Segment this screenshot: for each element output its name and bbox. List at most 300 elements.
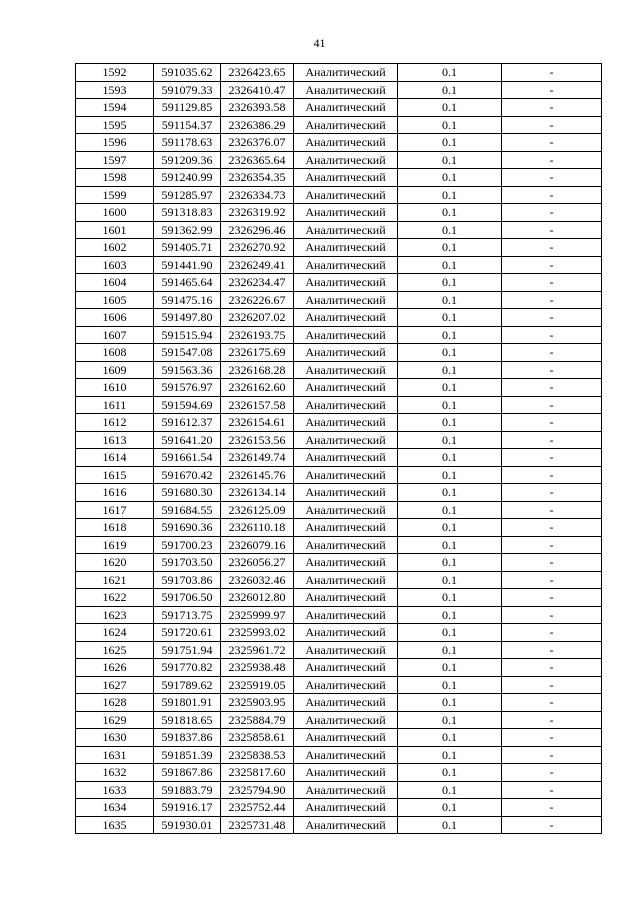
y-coordinate-cell: 2326162.60 <box>221 379 294 397</box>
note-cell: - <box>502 116 602 134</box>
x-coordinate-cell: 591240.99 <box>154 169 221 187</box>
note-cell: - <box>502 326 602 344</box>
point-number-cell: 1617 <box>76 501 154 519</box>
table-body <box>76 64 602 834</box>
note-cell: - <box>502 81 602 99</box>
note-cell: - <box>502 64 602 82</box>
accuracy-cell: 0.1 <box>398 221 502 239</box>
table-row <box>76 729 602 747</box>
method-cell: Аналитический <box>294 571 398 589</box>
table-row <box>76 169 602 187</box>
table-row <box>76 519 602 537</box>
y-coordinate-cell: 2326386.29 <box>221 116 294 134</box>
method-cell: Аналитический <box>294 396 398 414</box>
point-number-cell: 1612 <box>76 414 154 432</box>
note-cell: - <box>502 606 602 624</box>
y-coordinate-cell: 2325884.79 <box>221 711 294 729</box>
method-cell: Аналитический <box>294 99 398 117</box>
x-coordinate-cell: 591713.75 <box>154 606 221 624</box>
point-number-cell: 1619 <box>76 536 154 554</box>
accuracy-cell: 0.1 <box>398 484 502 502</box>
point-number-cell: 1630 <box>76 729 154 747</box>
note-cell: - <box>502 291 602 309</box>
note-cell: - <box>502 501 602 519</box>
accuracy-cell: 0.1 <box>398 816 502 834</box>
x-coordinate-cell: 591405.71 <box>154 239 221 257</box>
table-row <box>76 781 602 799</box>
point-number-cell: 1603 <box>76 256 154 274</box>
note-cell: - <box>502 239 602 257</box>
accuracy-cell: 0.1 <box>398 676 502 694</box>
point-number-cell: 1626 <box>76 659 154 677</box>
table-row <box>76 449 602 467</box>
point-number-cell: 1595 <box>76 116 154 134</box>
accuracy-cell: 0.1 <box>398 449 502 467</box>
table-row <box>76 799 602 817</box>
table-row <box>76 694 602 712</box>
accuracy-cell: 0.1 <box>398 326 502 344</box>
table-row <box>76 134 602 152</box>
note-cell: - <box>502 186 602 204</box>
point-number-cell: 1629 <box>76 711 154 729</box>
table-row <box>76 256 602 274</box>
x-coordinate-cell: 591751.94 <box>154 641 221 659</box>
method-cell: Аналитический <box>294 589 398 607</box>
note-cell: - <box>502 816 602 834</box>
method-cell: Аналитический <box>294 729 398 747</box>
accuracy-cell: 0.1 <box>398 589 502 607</box>
note-cell: - <box>502 379 602 397</box>
method-cell: Аналитический <box>294 221 398 239</box>
accuracy-cell: 0.1 <box>398 501 502 519</box>
x-coordinate-cell: 591801.91 <box>154 694 221 712</box>
x-coordinate-cell: 591661.54 <box>154 449 221 467</box>
note-cell: - <box>502 309 602 327</box>
table-row <box>76 151 602 169</box>
table-row <box>76 659 602 677</box>
point-number-cell: 1594 <box>76 99 154 117</box>
x-coordinate-cell: 591465.64 <box>154 274 221 292</box>
table-row <box>76 221 602 239</box>
method-cell: Аналитический <box>294 501 398 519</box>
x-coordinate-cell: 591318.83 <box>154 204 221 222</box>
table-row <box>76 536 602 554</box>
method-cell: Аналитический <box>294 116 398 134</box>
accuracy-cell: 0.1 <box>398 344 502 362</box>
y-coordinate-cell: 2326270.92 <box>221 239 294 257</box>
note-cell: - <box>502 256 602 274</box>
point-number-cell: 1611 <box>76 396 154 414</box>
accuracy-cell: 0.1 <box>398 799 502 817</box>
coordinates-table <box>75 63 602 834</box>
point-number-cell: 1613 <box>76 431 154 449</box>
method-cell: Аналитический <box>294 711 398 729</box>
y-coordinate-cell: 2326079.16 <box>221 536 294 554</box>
x-coordinate-cell: 591930.01 <box>154 816 221 834</box>
table-row <box>76 344 602 362</box>
table-row <box>76 764 602 782</box>
x-coordinate-cell: 591916.17 <box>154 799 221 817</box>
y-coordinate-cell: 2326234.47 <box>221 274 294 292</box>
accuracy-cell: 0.1 <box>398 256 502 274</box>
note-cell: - <box>502 589 602 607</box>
method-cell: Аналитический <box>294 449 398 467</box>
table-row <box>76 746 602 764</box>
y-coordinate-cell: 2325919.05 <box>221 676 294 694</box>
y-coordinate-cell: 2326365.64 <box>221 151 294 169</box>
table-row <box>76 641 602 659</box>
method-cell: Аналитический <box>294 64 398 82</box>
point-number-cell: 1600 <box>76 204 154 222</box>
table-row <box>76 116 602 134</box>
x-coordinate-cell: 591079.33 <box>154 81 221 99</box>
table-row <box>76 81 602 99</box>
method-cell: Аналитический <box>294 379 398 397</box>
y-coordinate-cell: 2325903.95 <box>221 694 294 712</box>
method-cell: Аналитический <box>294 81 398 99</box>
note-cell: - <box>502 221 602 239</box>
note-cell: - <box>502 694 602 712</box>
accuracy-cell: 0.1 <box>398 309 502 327</box>
point-number-cell: 1631 <box>76 746 154 764</box>
x-coordinate-cell: 591154.37 <box>154 116 221 134</box>
point-number-cell: 1596 <box>76 134 154 152</box>
method-cell: Аналитический <box>294 536 398 554</box>
method-cell: Аналитический <box>294 361 398 379</box>
x-coordinate-cell: 591362.99 <box>154 221 221 239</box>
x-coordinate-cell: 591641.20 <box>154 431 221 449</box>
method-cell: Аналитический <box>294 169 398 187</box>
note-cell: - <box>502 449 602 467</box>
point-number-cell: 1620 <box>76 554 154 572</box>
accuracy-cell: 0.1 <box>398 624 502 642</box>
table-row <box>76 466 602 484</box>
method-cell: Аналитический <box>294 151 398 169</box>
y-coordinate-cell: 2326393.58 <box>221 99 294 117</box>
x-coordinate-cell: 591703.50 <box>154 554 221 572</box>
accuracy-cell: 0.1 <box>398 746 502 764</box>
point-number-cell: 1606 <box>76 309 154 327</box>
method-cell: Аналитический <box>294 414 398 432</box>
table-row <box>76 379 602 397</box>
table-row <box>76 606 602 624</box>
method-cell: Аналитический <box>294 484 398 502</box>
point-number-cell: 1624 <box>76 624 154 642</box>
point-number-cell: 1614 <box>76 449 154 467</box>
accuracy-cell: 0.1 <box>398 116 502 134</box>
note-cell: - <box>502 571 602 589</box>
accuracy-cell: 0.1 <box>398 694 502 712</box>
y-coordinate-cell: 2325993.02 <box>221 624 294 642</box>
table-row <box>76 326 602 344</box>
table-row <box>76 99 602 117</box>
accuracy-cell: 0.1 <box>398 659 502 677</box>
note-cell: - <box>502 99 602 117</box>
x-coordinate-cell: 591690.36 <box>154 519 221 537</box>
method-cell: Аналитический <box>294 309 398 327</box>
point-number-cell: 1623 <box>76 606 154 624</box>
method-cell: Аналитический <box>294 816 398 834</box>
table-row <box>76 291 602 309</box>
table-row <box>76 396 602 414</box>
x-coordinate-cell: 591680.30 <box>154 484 221 502</box>
method-cell: Аналитический <box>294 659 398 677</box>
point-number-cell: 1628 <box>76 694 154 712</box>
accuracy-cell: 0.1 <box>398 606 502 624</box>
table-row <box>76 64 602 82</box>
x-coordinate-cell: 591594.69 <box>154 396 221 414</box>
y-coordinate-cell: 2326296.46 <box>221 221 294 239</box>
accuracy-cell: 0.1 <box>398 414 502 432</box>
point-number-cell: 1604 <box>76 274 154 292</box>
accuracy-cell: 0.1 <box>398 239 502 257</box>
x-coordinate-cell: 591576.97 <box>154 379 221 397</box>
x-coordinate-cell: 591670.42 <box>154 466 221 484</box>
y-coordinate-cell: 2326193.75 <box>221 326 294 344</box>
note-cell: - <box>502 466 602 484</box>
method-cell: Аналитический <box>294 606 398 624</box>
note-cell: - <box>502 361 602 379</box>
x-coordinate-cell: 591475.16 <box>154 291 221 309</box>
accuracy-cell: 0.1 <box>398 151 502 169</box>
x-coordinate-cell: 591209.36 <box>154 151 221 169</box>
point-number-cell: 1609 <box>76 361 154 379</box>
table-row <box>76 816 602 834</box>
point-number-cell: 1627 <box>76 676 154 694</box>
note-cell: - <box>502 484 602 502</box>
note-cell: - <box>502 641 602 659</box>
x-coordinate-cell: 591700.23 <box>154 536 221 554</box>
method-cell: Аналитический <box>294 519 398 537</box>
accuracy-cell: 0.1 <box>398 396 502 414</box>
accuracy-cell: 0.1 <box>398 134 502 152</box>
y-coordinate-cell: 2326226.67 <box>221 291 294 309</box>
x-coordinate-cell: 591035.62 <box>154 64 221 82</box>
accuracy-cell: 0.1 <box>398 571 502 589</box>
x-coordinate-cell: 591837.86 <box>154 729 221 747</box>
accuracy-cell: 0.1 <box>398 81 502 99</box>
y-coordinate-cell: 2326149.74 <box>221 449 294 467</box>
y-coordinate-cell: 2325961.72 <box>221 641 294 659</box>
note-cell: - <box>502 431 602 449</box>
note-cell: - <box>502 169 602 187</box>
accuracy-cell: 0.1 <box>398 519 502 537</box>
note-cell: - <box>502 659 602 677</box>
y-coordinate-cell: 2326334.73 <box>221 186 294 204</box>
table-row <box>76 624 602 642</box>
y-coordinate-cell: 2325731.48 <box>221 816 294 834</box>
method-cell: Аналитический <box>294 274 398 292</box>
note-cell: - <box>502 781 602 799</box>
x-coordinate-cell: 591547.08 <box>154 344 221 362</box>
point-number-cell: 1622 <box>76 589 154 607</box>
accuracy-cell: 0.1 <box>398 554 502 572</box>
note-cell: - <box>502 274 602 292</box>
point-number-cell: 1621 <box>76 571 154 589</box>
table-row <box>76 239 602 257</box>
y-coordinate-cell: 2325817.60 <box>221 764 294 782</box>
accuracy-cell: 0.1 <box>398 64 502 82</box>
x-coordinate-cell: 591563.36 <box>154 361 221 379</box>
note-cell: - <box>502 536 602 554</box>
method-cell: Аналитический <box>294 624 398 642</box>
y-coordinate-cell: 2326012.80 <box>221 589 294 607</box>
point-number-cell: 1635 <box>76 816 154 834</box>
method-cell: Аналитический <box>294 746 398 764</box>
y-coordinate-cell: 2326168.28 <box>221 361 294 379</box>
accuracy-cell: 0.1 <box>398 99 502 117</box>
table-row <box>76 571 602 589</box>
x-coordinate-cell: 591285.97 <box>154 186 221 204</box>
method-cell: Аналитический <box>294 676 398 694</box>
x-coordinate-cell: 591497.80 <box>154 309 221 327</box>
note-cell: - <box>502 554 602 572</box>
point-number-cell: 1602 <box>76 239 154 257</box>
method-cell: Аналитический <box>294 204 398 222</box>
note-cell: - <box>502 711 602 729</box>
y-coordinate-cell: 2325752.44 <box>221 799 294 817</box>
x-coordinate-cell: 591818.65 <box>154 711 221 729</box>
x-coordinate-cell: 591612.37 <box>154 414 221 432</box>
table-row <box>76 361 602 379</box>
table-row <box>76 676 602 694</box>
note-cell: - <box>502 134 602 152</box>
y-coordinate-cell: 2326032.46 <box>221 571 294 589</box>
y-coordinate-cell: 2325938.48 <box>221 659 294 677</box>
note-cell: - <box>502 729 602 747</box>
accuracy-cell: 0.1 <box>398 379 502 397</box>
x-coordinate-cell: 591515.94 <box>154 326 221 344</box>
y-coordinate-cell: 2326125.09 <box>221 501 294 519</box>
point-number-cell: 1608 <box>76 344 154 362</box>
point-number-cell: 1597 <box>76 151 154 169</box>
point-number-cell: 1607 <box>76 326 154 344</box>
y-coordinate-cell: 2326134.14 <box>221 484 294 502</box>
table-row <box>76 711 602 729</box>
y-coordinate-cell: 2325999.97 <box>221 606 294 624</box>
table-row <box>76 414 602 432</box>
accuracy-cell: 0.1 <box>398 729 502 747</box>
point-number-cell: 1592 <box>76 64 154 82</box>
point-number-cell: 1615 <box>76 466 154 484</box>
accuracy-cell: 0.1 <box>398 291 502 309</box>
point-number-cell: 1593 <box>76 81 154 99</box>
accuracy-cell: 0.1 <box>398 764 502 782</box>
note-cell: - <box>502 396 602 414</box>
point-number-cell: 1632 <box>76 764 154 782</box>
point-number-cell: 1616 <box>76 484 154 502</box>
method-cell: Аналитический <box>294 466 398 484</box>
point-number-cell: 1633 <box>76 781 154 799</box>
x-coordinate-cell: 591883.79 <box>154 781 221 799</box>
x-coordinate-cell: 591129.85 <box>154 99 221 117</box>
method-cell: Аналитический <box>294 694 398 712</box>
table-row <box>76 589 602 607</box>
method-cell: Аналитический <box>294 326 398 344</box>
y-coordinate-cell: 2326110.18 <box>221 519 294 537</box>
y-coordinate-cell: 2326249.41 <box>221 256 294 274</box>
method-cell: Аналитический <box>294 554 398 572</box>
table-row <box>76 274 602 292</box>
point-number-cell: 1625 <box>76 641 154 659</box>
method-cell: Аналитический <box>294 186 398 204</box>
x-coordinate-cell: 591789.62 <box>154 676 221 694</box>
method-cell: Аналитический <box>294 764 398 782</box>
y-coordinate-cell: 2326153.56 <box>221 431 294 449</box>
x-coordinate-cell: 591684.55 <box>154 501 221 519</box>
y-coordinate-cell: 2326207.02 <box>221 309 294 327</box>
table-row <box>76 431 602 449</box>
y-coordinate-cell: 2325794.90 <box>221 781 294 799</box>
point-number-cell: 1599 <box>76 186 154 204</box>
method-cell: Аналитический <box>294 239 398 257</box>
y-coordinate-cell: 2326145.76 <box>221 466 294 484</box>
x-coordinate-cell: 591851.39 <box>154 746 221 764</box>
accuracy-cell: 0.1 <box>398 466 502 484</box>
x-coordinate-cell: 591441.90 <box>154 256 221 274</box>
accuracy-cell: 0.1 <box>398 186 502 204</box>
x-coordinate-cell: 591720.61 <box>154 624 221 642</box>
y-coordinate-cell: 2326354.35 <box>221 169 294 187</box>
accuracy-cell: 0.1 <box>398 641 502 659</box>
accuracy-cell: 0.1 <box>398 361 502 379</box>
y-coordinate-cell: 2325838.53 <box>221 746 294 764</box>
method-cell: Аналитический <box>294 291 398 309</box>
point-number-cell: 1634 <box>76 799 154 817</box>
table-row <box>76 484 602 502</box>
table-row <box>76 554 602 572</box>
accuracy-cell: 0.1 <box>398 536 502 554</box>
table-row <box>76 204 602 222</box>
y-coordinate-cell: 2326175.69 <box>221 344 294 362</box>
note-cell: - <box>502 799 602 817</box>
note-cell: - <box>502 151 602 169</box>
note-cell: - <box>502 676 602 694</box>
point-number-cell: 1605 <box>76 291 154 309</box>
accuracy-cell: 0.1 <box>398 169 502 187</box>
y-coordinate-cell: 2326157.58 <box>221 396 294 414</box>
point-number-cell: 1601 <box>76 221 154 239</box>
table-row <box>76 186 602 204</box>
y-coordinate-cell: 2326154.61 <box>221 414 294 432</box>
y-coordinate-cell: 2325858.61 <box>221 729 294 747</box>
table-row <box>76 501 602 519</box>
table-row <box>76 309 602 327</box>
method-cell: Аналитический <box>294 256 398 274</box>
point-number-cell: 1610 <box>76 379 154 397</box>
x-coordinate-cell: 591770.82 <box>154 659 221 677</box>
accuracy-cell: 0.1 <box>398 431 502 449</box>
note-cell: - <box>502 764 602 782</box>
accuracy-cell: 0.1 <box>398 781 502 799</box>
x-coordinate-cell: 591178.63 <box>154 134 221 152</box>
method-cell: Аналитический <box>294 781 398 799</box>
accuracy-cell: 0.1 <box>398 204 502 222</box>
method-cell: Аналитический <box>294 641 398 659</box>
note-cell: - <box>502 624 602 642</box>
point-number-cell: 1618 <box>76 519 154 537</box>
y-coordinate-cell: 2326319.92 <box>221 204 294 222</box>
page-number: 41 <box>313 36 326 50</box>
x-coordinate-cell: 591703.86 <box>154 571 221 589</box>
x-coordinate-cell: 591706.50 <box>154 589 221 607</box>
method-cell: Аналитический <box>294 134 398 152</box>
note-cell: - <box>502 344 602 362</box>
x-coordinate-cell: 591867.86 <box>154 764 221 782</box>
y-coordinate-cell: 2326376.07 <box>221 134 294 152</box>
note-cell: - <box>502 414 602 432</box>
accuracy-cell: 0.1 <box>398 711 502 729</box>
